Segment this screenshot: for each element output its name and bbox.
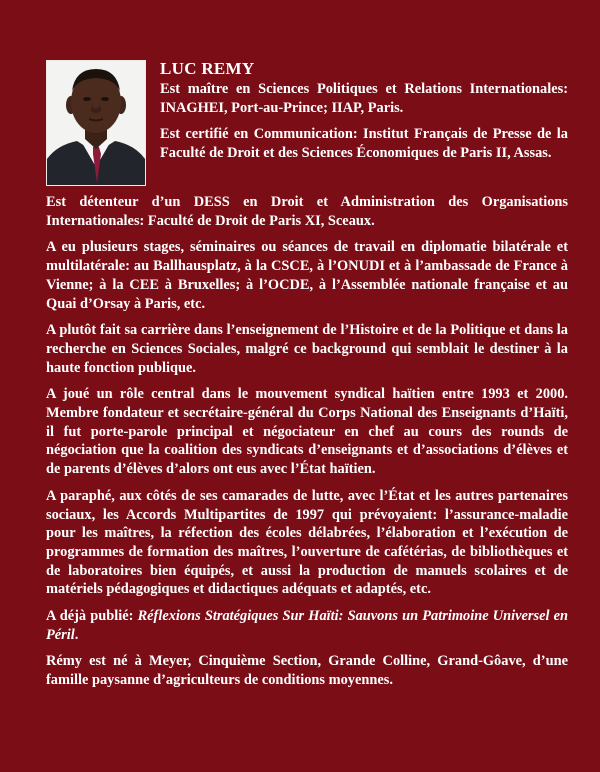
paragraph-birth: Rémy est né à Meyer, Cinquième Section, Grande Colline, Grand-Gôave, d’une famille paysanne d’agriculteurs de conditions moyennes. xyxy=(46,653,568,689)
author-portrait-image xyxy=(47,61,145,185)
intro-paragraph-2: Est certifié en Communication: Institut Français de Presse de la Faculté de Droit et des Sciences Économiques de Paris II, Assas. xyxy=(160,126,568,162)
paragraph-career: A plutôt fait sa carrière dans l’enseignement de l’Histoire et de la Politique et dans la recherche en Sciences Sociales, malgré ce background qui semblait le destiner à la haute fonction publique. xyxy=(46,322,568,376)
published-book-title: Réflexions Stratégiques Sur Haïti: Sauvons un Patrimoine Universel en Péril xyxy=(46,608,568,643)
intro-paragraph-1: Est maître en Sciences Politiques et Relations Internationales: INAGHEI, Port-au-Prince; IIAP, Paris. xyxy=(160,81,568,116)
published-prefix: A déjà publié: xyxy=(46,608,138,625)
paragraph-internships: A eu plusieurs stages, séminaires ou séances de travail en diplomatie bilatérale et multilatérale: au Ballhausplatz, à la CSCE, à l’ONUDI et à l’ambassade de France à Vienne; à la CEE à Bruxelles; à l’OCDE, à l’Assemblée nationale française et au Quai d’Orsay à Paris, etc. xyxy=(46,239,568,312)
author-name: LUC REMY xyxy=(160,59,255,78)
author-header xyxy=(46,0,568,186)
author-photo xyxy=(46,60,146,186)
intro-block xyxy=(160,60,568,171)
biography-body xyxy=(46,193,568,690)
paragraph-union: A joué un rôle central dans le mouvement syndical haïtien entre 1993 et 2000. Membre fondateur et secrétaire-général du Corps National des Enseignants d’Haïti, il fut porte-parole principal et négociateur en chef au cours des rounds de négociation que la coalition des syndicats d’enseignants et d’associations d’élèves et de parents d’élèves d’alors ont eus avec l’État haïtien. xyxy=(46,386,568,478)
paragraph-accords: A paraphé, aux côtés de ses camarades de lutte, avec l’État et les autres partenaires sociaux, les Accords Multipartites de 1997 qui prévoyaient: l’assurance-maladie pour les maîtres, la réfection des écoles délabrées, l’élaboration et l’exécution de programmes de formation des maîtres, l’ouverture de cafétérias, de bibliothèques et de laboratoires bien équipés, et aussi la production de manuels scolaires et de matériels pédagogiques et didactiques adéquats et adaptés, etc. xyxy=(46,487,568,598)
paragraph-published xyxy=(46,607,568,644)
paragraph-degree: Est détenteur d’un DESS en Droit et Administration des Organisations Internationales: Faculté de Droit de Paris XI, Sceaux. xyxy=(46,194,568,229)
published-suffix: . xyxy=(74,626,79,643)
